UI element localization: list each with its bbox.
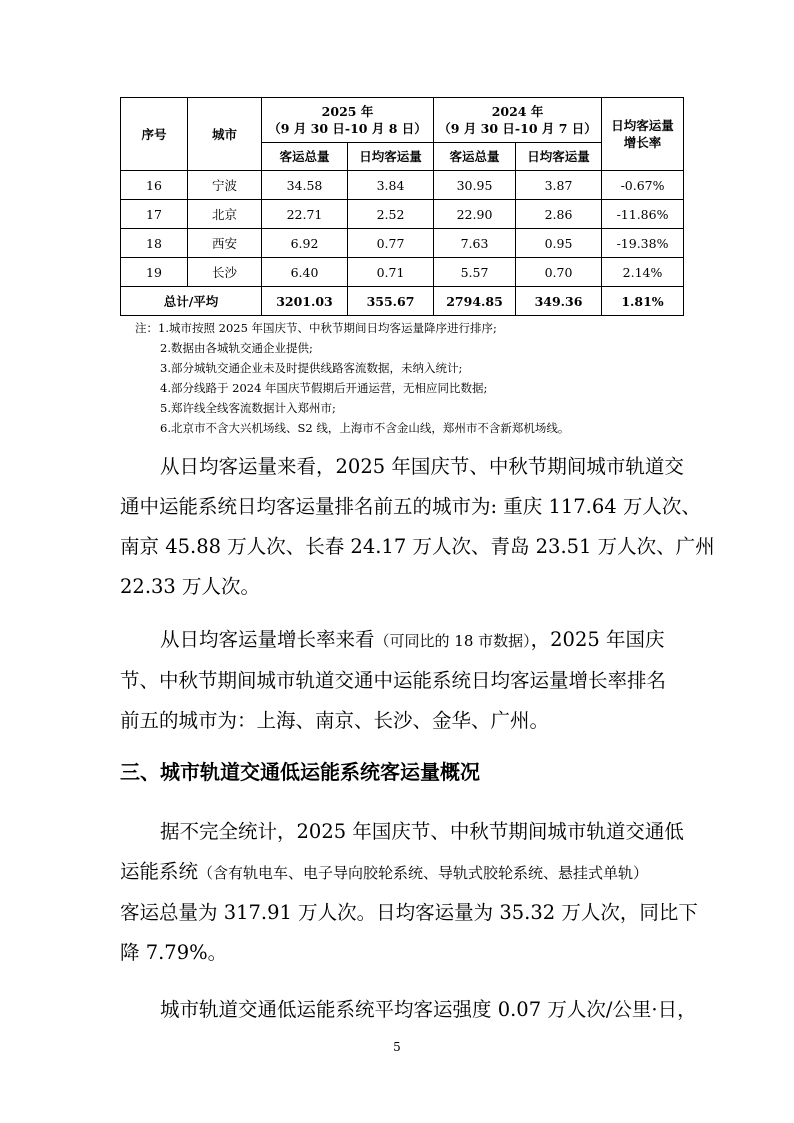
daily-avg-2025: 355.67 (348, 287, 434, 316)
text-span: 运能系统 (120, 860, 199, 883)
text-line: 南京 45.88 万人次、长春 24.17 万人次、青岛 23.51 万人次、广州 (120, 535, 715, 558)
text-line: 通中运能系统日均客运量排名前五的城市为: 重庆 117.64 万人次、 (120, 495, 701, 518)
cell-growth: -19.38% (602, 229, 684, 258)
text-parenthetical: （含有轨电车、电子导向胶轮系统、导轨式胶轮系统、悬挂式单轨） (198, 864, 649, 882)
cell-daily-2025: 0.77 (348, 229, 434, 258)
section-heading: 三、城市轨道交通低运能系统客运量概况 (120, 760, 480, 784)
note-item: 1.城市按照 2025 年国庆节、中秋节期间日均客运量降序进行排序; (158, 321, 497, 335)
paragraph-daily-volume-ranking (120, 447, 715, 607)
table-total-row (121, 287, 684, 316)
table-row (121, 258, 684, 287)
cell-daily-2025: 2.52 (348, 200, 434, 229)
cell-total-2024: 22.90 (434, 200, 516, 229)
cell-seq: 16 (121, 171, 188, 200)
text-line (120, 620, 700, 661)
cell-growth: -11.86% (602, 200, 684, 229)
note-line (135, 318, 569, 338)
cell-city: 宁波 (188, 171, 262, 200)
table-notes (135, 318, 569, 438)
text-line: 从日均客运量来看，2025 年国庆节、中秋节期间城市轨道交 (160, 455, 684, 478)
cell-total-2025: 22.71 (262, 200, 348, 229)
cell-city: 西安 (188, 229, 262, 258)
cell-total-2025: 34.58 (262, 171, 348, 200)
header-growth-line1: 日均客运量 (611, 118, 674, 133)
cell-daily-2025: 0.71 (348, 258, 434, 287)
text-parenthetical: （可同比的 18 市数据） (374, 632, 531, 650)
table-row (121, 229, 684, 258)
note-prefix: 注： (135, 321, 158, 335)
header-city: 城市 (188, 98, 262, 171)
text-span: ，2025 年国庆 (530, 628, 665, 651)
cell-daily-2024: 3.87 (516, 171, 602, 200)
text-line: 城市轨道交通低运能系统平均客运强度 0.07 万人次/公里·日， (160, 998, 697, 1021)
header-2025 (262, 98, 434, 143)
note-item: 3.部分城轨交通企业未及时提供线路客流数据，未纳入统计; (160, 361, 463, 375)
header-seq: 序号 (121, 98, 188, 171)
paragraph-low-capacity-summary (120, 812, 700, 973)
text-line: 客运总量为 317.91 万人次。日均客运量为 35.32 万人次，同比下 (120, 901, 698, 924)
header-2024-year: 2024 年 (491, 104, 544, 119)
cell-seq: 18 (121, 229, 188, 258)
note-item: 5.郑许线全线客流数据计入郑州市; (160, 401, 336, 415)
cell-growth: -0.67% (602, 171, 684, 200)
table-row (121, 200, 684, 229)
note-item: 6.北京市不含大兴机场线、S2 线，上海市不含金山线，郑州市不含新郑机场线。 (160, 421, 570, 435)
paragraph-intensity (120, 990, 700, 1030)
note-item: 2.数据由各城轨交通企业提供; (160, 341, 313, 355)
total-label: 总计/平均 (121, 287, 262, 316)
cell-total-2024: 30.95 (434, 171, 516, 200)
cell-daily-2024: 0.95 (516, 229, 602, 258)
cell-daily-2024: 0.70 (516, 258, 602, 287)
text-span: 从日均客运量增长率来看 (160, 628, 375, 651)
table-row (121, 171, 684, 200)
cell-city: 长沙 (188, 258, 262, 287)
text-line: 前五的城市为：上海、南京、长沙、金华、广州。 (120, 709, 550, 732)
text-line: 节、中秋节期间城市轨道交通中运能系统日均客运量增长率排名 (120, 669, 667, 692)
header-2024-total: 客运总量 (434, 143, 516, 171)
header-2025-range: （9 月 30 日-10 月 8 日） (268, 121, 427, 136)
note-item: 4.部分线路于 2024 年国庆节假期后开通运营，无相应同比数据; (160, 381, 488, 395)
cell-daily-2025: 3.84 (348, 171, 434, 200)
growth-avg: 1.81% (602, 287, 684, 316)
cell-growth: 2.14% (602, 258, 684, 287)
cell-total-2025: 6.92 (262, 229, 348, 258)
header-2024-daily: 日均客运量 (516, 143, 602, 171)
text-line: 据不完全统计，2025 年国庆节、中秋节期间城市轨道交通低 (160, 820, 684, 843)
header-2025-total: 客运总量 (262, 143, 348, 171)
header-2025-daily: 日均客运量 (348, 143, 434, 171)
text-line: 降 7.79%。 (120, 941, 228, 964)
cell-total-2025: 6.40 (262, 258, 348, 287)
text-line: 22.33 万人次。 (120, 575, 261, 598)
cell-seq: 19 (121, 258, 188, 287)
header-2025-year: 2025 年 (321, 104, 374, 119)
paragraph-growth-ranking (120, 620, 700, 741)
daily-avg-2024: 349.36 (516, 287, 602, 316)
total-2025: 3201.03 (262, 287, 348, 316)
cell-city: 北京 (188, 200, 262, 229)
cell-total-2024: 5.57 (434, 258, 516, 287)
header-2024 (434, 98, 602, 143)
page-number: 5 (393, 1040, 401, 1054)
total-2024: 2794.85 (434, 287, 516, 316)
cell-seq: 17 (121, 200, 188, 229)
text-line (120, 852, 700, 893)
cell-daily-2024: 2.86 (516, 200, 602, 229)
header-growth-line2: 增长率 (623, 135, 662, 150)
passenger-volume-table (120, 97, 684, 316)
cell-total-2024: 7.63 (434, 229, 516, 258)
header-growth (602, 98, 684, 171)
header-2024-range: （9 月 30 日-10 月 7 日） (438, 121, 597, 136)
